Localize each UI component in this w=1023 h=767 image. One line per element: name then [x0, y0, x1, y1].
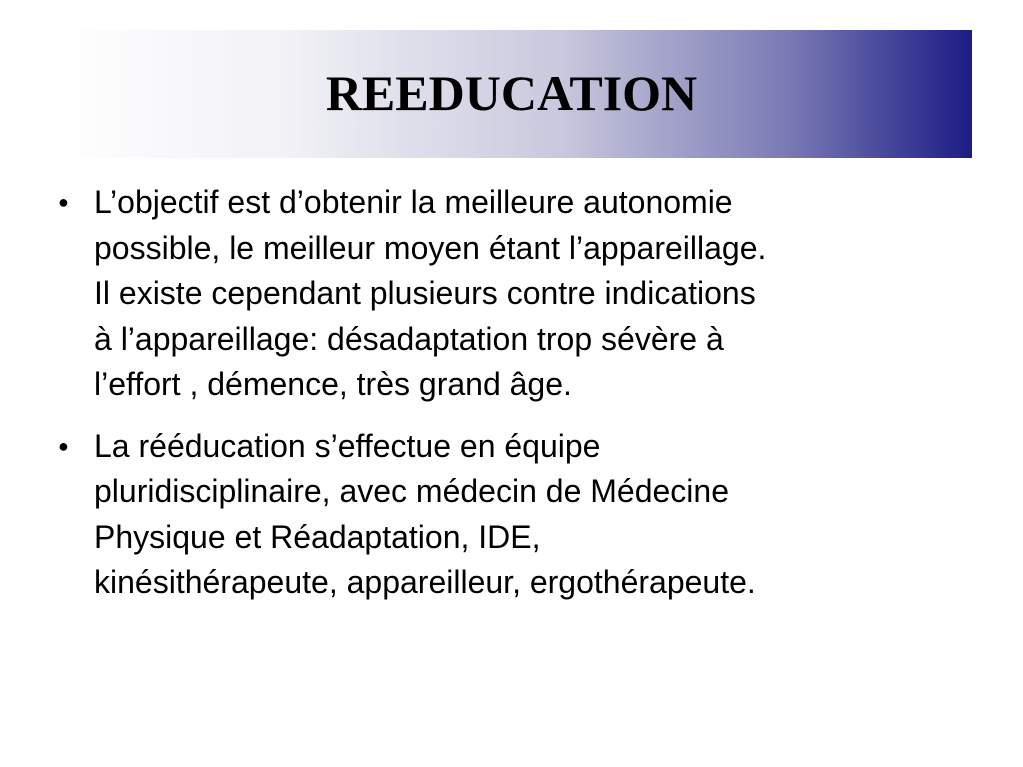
- bullet-line: L’objectif est d’obtenir la meilleure autonomie: [94, 184, 733, 220]
- bullet-icon: ●: [58, 192, 69, 212]
- bullet-line: l’effort , démence, très grand âge.: [94, 366, 572, 402]
- bullet-line: possible, le meilleur moyen étant l’appareillage.: [94, 229, 767, 266]
- bullet-list: [58, 180, 978, 622]
- bullet-line: pluridisciplinaire, avec médecin de Médecine: [94, 473, 729, 509]
- bullet-icon: ●: [58, 435, 69, 456]
- bullet-line: Il existe cependant plusieurs contre indications: [94, 275, 756, 311]
- bullet-line: Physique et Réadaptation, IDE,: [94, 518, 541, 555]
- bullet-line: kinésithérapeute, appareilleur, ergothérapeute.: [94, 564, 756, 600]
- bullet-item: [58, 424, 978, 606]
- bullet-item: [58, 180, 978, 408]
- bullet-line: à l’appareillage: désadaptation trop sévère à: [94, 320, 724, 357]
- title-bar: [51, 30, 972, 158]
- bullet-line: La rééducation s’effectue en équipe: [94, 427, 601, 464]
- slide-title: REEDUCATION: [325, 65, 698, 121]
